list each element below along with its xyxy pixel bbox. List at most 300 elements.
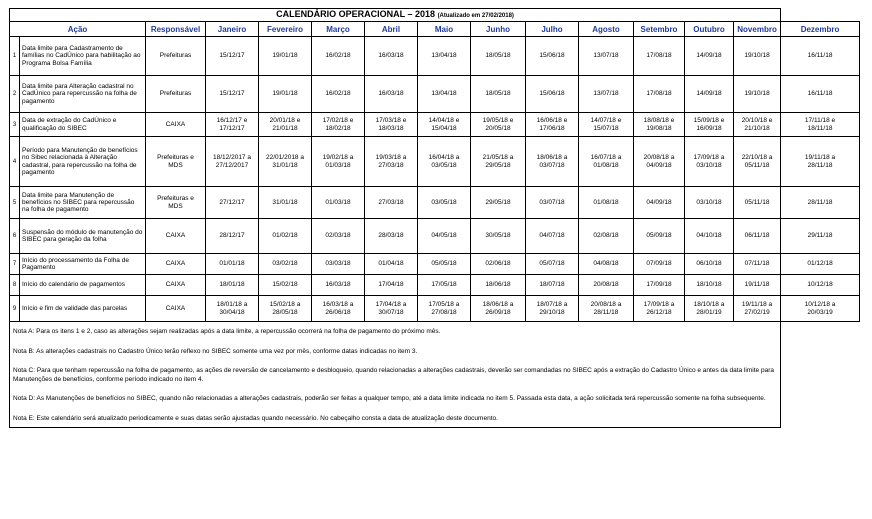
date-text: 03/07/18	[539, 161, 565, 169]
date-text: 19/01/18	[272, 52, 298, 59]
responsavel-cell	[146, 137, 206, 187]
date-cell	[634, 296, 685, 322]
note-text: Nota E: Este calendário será atualizado periodicamente e suas datas serão ajustadas quando necessário. No cabeçalho consta a data de atualização deste documento.	[13, 414, 498, 422]
date-cell	[685, 296, 734, 322]
date-cell	[365, 219, 418, 254]
date-cell	[259, 275, 312, 296]
date-text: 30/04/18	[219, 308, 245, 316]
row-number: 9	[10, 296, 20, 322]
date-cell	[634, 137, 685, 187]
acao-cell: Data limite para Cadastramento de famílias no CadÚnico para habilitação ao Programa Bolsa Família	[20, 37, 146, 76]
header-junho: Junho	[471, 22, 526, 37]
date-text: 14/04/18 e	[428, 116, 460, 124]
date-cell	[579, 187, 634, 219]
date-text: 14/07/18 e	[590, 116, 622, 124]
date-cell	[418, 137, 471, 187]
date-cell	[634, 76, 685, 113]
responsavel-cell	[146, 219, 206, 254]
date-cell	[312, 137, 365, 187]
date-cell	[734, 137, 781, 187]
date-cell	[206, 37, 259, 76]
date-text: 03/03/18	[325, 260, 351, 267]
date-cell	[685, 113, 734, 137]
date-cell	[579, 275, 634, 296]
date-text: 28/11/18	[807, 161, 833, 169]
date-cell	[206, 187, 259, 219]
header-marco: Março	[312, 22, 365, 37]
acao-cell: Período para Manutenção de benefícios no Sibec relacionada à Alteração cadastral, para repercussão na folha de pagamento	[20, 137, 146, 187]
date-text: 27/12/2017	[215, 161, 249, 169]
date-text: 17/05/18 a	[428, 300, 460, 308]
date-text: 01/01/18	[219, 260, 245, 267]
date-text: 20/08/18 a	[643, 153, 675, 161]
responsavel-text: CAIXA	[165, 120, 186, 128]
date-text: 05/07/18	[539, 260, 565, 267]
date-cell	[526, 219, 579, 254]
date-cell	[526, 296, 579, 322]
header-outubro: Outubro	[685, 22, 734, 37]
date-cell	[781, 296, 860, 322]
date-text: 17/06/18	[539, 124, 565, 132]
date-cell	[259, 37, 312, 76]
date-cell	[471, 254, 526, 275]
responsavel-text: MDS	[168, 161, 183, 169]
date-text: 18/05/18	[485, 90, 511, 97]
date-cell	[259, 76, 312, 113]
date-text: 27/08/18	[431, 308, 457, 316]
date-cell	[312, 219, 365, 254]
header-setembro: Setembro	[634, 22, 685, 37]
date-text: 16/09/18	[696, 124, 722, 132]
acao-cell: Início do processamento da Folha de Pagamento	[20, 254, 146, 275]
date-cell	[471, 187, 526, 219]
date-cell	[685, 275, 734, 296]
date-text: 15/07/18	[593, 124, 619, 132]
date-cell	[685, 76, 734, 113]
date-text: 29/10/18	[539, 308, 565, 316]
calendar-document	[9, 8, 860, 428]
date-text: 16/03/18 a	[322, 300, 354, 308]
date-text: 18/06/18	[485, 281, 511, 288]
date-text: 22/10/18 a	[741, 153, 773, 161]
date-text: 19/02/18 a	[322, 153, 354, 161]
date-cell	[685, 187, 734, 219]
date-text: 16/03/18	[378, 90, 404, 97]
notes-row	[10, 322, 860, 428]
date-cell	[685, 137, 734, 187]
date-text: 17/05/18	[431, 281, 457, 288]
date-cell	[579, 137, 634, 187]
responsavel-text: CAIXA	[165, 232, 186, 239]
date-cell	[312, 76, 365, 113]
date-text: 01/08/18	[593, 198, 619, 206]
date-text: 28/11/18	[807, 198, 833, 206]
date-cell	[365, 187, 418, 219]
responsavel-cell	[146, 76, 206, 113]
date-cell	[579, 37, 634, 76]
date-text: 28/12/17	[219, 232, 245, 239]
row-number: 6	[10, 219, 20, 254]
date-text: 04/07/18	[539, 232, 565, 239]
date-text: 19/08/18	[646, 124, 672, 132]
date-text: 27/03/18	[378, 161, 404, 169]
date-text: 03/02/18	[272, 260, 298, 267]
date-cell	[365, 275, 418, 296]
header-novembro: Novembro	[734, 22, 781, 37]
date-cell	[312, 296, 365, 322]
date-text: 30/07/18	[378, 308, 404, 316]
date-text: 26/09/18	[485, 308, 511, 316]
date-cell	[781, 219, 860, 254]
date-cell	[365, 254, 418, 275]
date-cell	[259, 296, 312, 322]
date-cell	[365, 37, 418, 76]
date-text: 27/02/19	[744, 308, 770, 316]
date-cell	[418, 296, 471, 322]
date-cell	[312, 254, 365, 275]
date-cell	[685, 37, 734, 76]
date-text: 07/11/18	[744, 260, 770, 267]
date-text: 18/06/18 a	[482, 300, 514, 308]
date-text: 17/09/18 a	[643, 300, 675, 308]
date-text: 19/10/18	[744, 90, 770, 97]
responsavel-text: Prefeituras	[159, 90, 192, 97]
date-cell	[734, 187, 781, 219]
date-text: 19/05/18 e	[482, 116, 514, 124]
date-cell	[526, 275, 579, 296]
date-cell	[634, 219, 685, 254]
date-cell	[579, 219, 634, 254]
date-text: 17/09/18	[646, 281, 672, 288]
responsavel-text: Prefeituras e	[157, 194, 194, 202]
date-cell	[579, 296, 634, 322]
date-cell	[734, 296, 781, 322]
date-text: 05/11/18	[744, 198, 770, 206]
date-text: 01/04/18	[378, 260, 404, 267]
date-text: 18/01/18 a	[216, 300, 248, 308]
date-text: 17/02/18 e	[322, 116, 354, 124]
date-text: 21/05/18 a	[482, 153, 514, 161]
date-text: 03/05/18	[431, 161, 457, 169]
date-cell	[471, 219, 526, 254]
date-text: 16/06/18 e	[536, 116, 568, 124]
date-cell	[526, 187, 579, 219]
date-cell	[634, 37, 685, 76]
date-text: 19/03/18 a	[375, 153, 407, 161]
responsavel-text: Prefeituras e	[157, 153, 194, 161]
note-text: Nota C: Para que tenham repercussão na folha de pagamento, as ações de reversão de cancelamento e desbloqueio, quando relacionadas a alterações cadastrais, deverão ser comandadas no SIBEC após a extração do Cadastro Único e antes da data limite para Manutenções de benefícios, conforme período indicado no item 4.	[13, 367, 774, 383]
date-text: 17/12/17	[219, 124, 245, 132]
date-text: 15/04/18	[431, 124, 457, 132]
date-cell	[526, 37, 579, 76]
table-row	[10, 254, 860, 275]
date-text: 27/12/17	[219, 198, 245, 206]
date-text: 15/02/18	[272, 281, 298, 288]
date-cell	[418, 275, 471, 296]
date-cell	[471, 37, 526, 76]
date-text: 18/03/18	[378, 124, 404, 132]
date-text: 02/06/18	[485, 260, 511, 267]
date-cell	[526, 76, 579, 113]
updated-date: (Atualizado em 27/02/2018)	[437, 13, 514, 19]
date-text: 06/11/18	[744, 232, 770, 239]
header-janeiro: Janeiro	[206, 22, 259, 37]
date-text: 18/10/18 a	[693, 300, 725, 308]
date-cell	[259, 187, 312, 219]
date-cell	[634, 254, 685, 275]
date-text: 17/08/18	[646, 90, 672, 97]
note-text: Nota A: Para os itens 1 e 2, caso as alterações sejam realizadas após a data limite, a repercussão ocorrerá na folha de pagamento do próximo mês.	[13, 328, 441, 335]
date-cell	[206, 275, 259, 296]
header-agosto: Agosto	[579, 22, 634, 37]
date-text: 06/10/18	[696, 260, 722, 267]
date-text: 01/03/18	[325, 198, 351, 206]
date-text: 15/12/17	[219, 90, 245, 97]
date-text: 18/06/18 a	[536, 153, 568, 161]
date-text: 13/07/18	[593, 90, 619, 97]
date-cell	[781, 254, 860, 275]
responsavel-text: Prefeituras	[159, 52, 192, 59]
date-text: 17/09/18 a	[693, 153, 725, 161]
date-cell	[781, 137, 860, 187]
date-text: 31/01/18	[272, 161, 298, 169]
date-cell	[418, 37, 471, 76]
date-text: 04/08/18	[593, 260, 619, 267]
date-text: 04/10/18	[696, 232, 722, 239]
date-cell	[206, 137, 259, 187]
table-row	[10, 296, 860, 322]
date-text: 19/11/18 a	[741, 300, 773, 308]
acao-cell: Data limite para Manutenção de benefícios no SIBEC para repercussão na folha de pagamento	[20, 187, 146, 219]
date-text: 28/01/19	[696, 308, 722, 316]
date-cell	[526, 137, 579, 187]
acao-cell: Data limite para Alteração cadastral no CadÚnico para repercussão na folha de pagamento	[20, 76, 146, 113]
title-cell	[10, 9, 781, 22]
date-text: 26/12/18	[646, 308, 672, 316]
header-dezembro: Dezembro	[781, 22, 860, 37]
header-abril: Abril	[365, 22, 418, 37]
date-cell	[206, 219, 259, 254]
date-text: 29/11/18	[807, 232, 833, 239]
responsavel-cell	[146, 113, 206, 137]
date-text: 01/03/18	[325, 161, 351, 169]
date-text: 16/12/17 e	[216, 116, 248, 124]
date-text: 17/04/18 a	[375, 300, 407, 308]
date-cell	[526, 113, 579, 137]
date-text: 05/09/18	[646, 232, 672, 239]
row-number: 4	[10, 137, 20, 187]
date-text: 05/05/18	[431, 260, 457, 267]
date-text: 19/11/18	[744, 281, 770, 288]
date-text: 26/06/18	[325, 308, 351, 316]
date-text: 04/05/18	[431, 232, 457, 239]
date-text: 18/07/18	[539, 281, 565, 288]
responsavel-cell	[146, 296, 206, 322]
document-title: CALENDÁRIO OPERACIONAL – 2018	[276, 9, 436, 19]
date-cell	[259, 137, 312, 187]
date-text: 21/10/18	[744, 124, 770, 132]
date-cell	[365, 113, 418, 137]
date-text: 19/11/18 a	[804, 153, 836, 161]
date-text: 21/01/18	[272, 124, 298, 132]
date-text: 03/07/18	[539, 198, 565, 206]
date-text: 05/11/18	[744, 161, 770, 169]
row-number: 1	[10, 37, 20, 76]
responsavel-cell	[146, 37, 206, 76]
date-cell	[259, 113, 312, 137]
date-cell	[734, 254, 781, 275]
date-text: 19/10/18	[744, 52, 770, 59]
date-text: 15/02/18 a	[269, 300, 301, 308]
date-text: 16/11/18	[807, 90, 833, 97]
table-row	[10, 187, 860, 219]
date-cell	[579, 76, 634, 113]
date-text: 18/07/18 a	[536, 300, 568, 308]
table-row	[10, 113, 860, 137]
date-text: 13/04/18	[431, 52, 457, 59]
responsavel-text: CAIXA	[165, 281, 186, 288]
date-text: 20/08/18	[593, 281, 619, 288]
note-text: Nota B: As alterações cadastrais no Cadastro Único terão reflexo no SIBEC somente uma vez por mês, conforme datas indicadas no item 3.	[13, 347, 418, 355]
date-text: 01/12/18	[807, 260, 833, 267]
calendar-table	[9, 8, 860, 428]
date-text: 07/09/18	[646, 260, 672, 267]
date-text: 20/08/18 a	[590, 300, 622, 308]
date-text: 28/03/18	[378, 232, 404, 239]
date-text: 14/09/18	[696, 52, 722, 59]
date-cell	[734, 219, 781, 254]
responsavel-text: MDS	[168, 202, 183, 210]
title-row	[10, 9, 860, 22]
date-text: 20/01/18 e	[269, 116, 301, 124]
date-text: 20/03/19	[807, 308, 833, 316]
date-text: 16/03/18	[378, 52, 404, 59]
date-cell	[685, 254, 734, 275]
date-text: 18/02/18	[325, 124, 351, 132]
date-text: 31/01/18	[272, 198, 298, 206]
date-text: 17/03/18 e	[375, 116, 407, 124]
header-acao: Ação	[10, 22, 146, 37]
date-text: 13/04/18	[431, 90, 457, 97]
date-text: 15/06/18	[539, 52, 565, 59]
acao-cell: Data de extração do CadÚnico e qualificação do SIBEC	[20, 113, 146, 137]
date-text: 15/06/18	[539, 90, 565, 97]
table-row	[10, 137, 860, 187]
row-number: 3	[10, 113, 20, 137]
responsavel-cell	[146, 187, 206, 219]
date-cell	[685, 219, 734, 254]
date-text: 10/12/18 a	[804, 300, 836, 308]
date-text: 14/09/18	[696, 90, 722, 97]
date-text: 02/08/18	[593, 232, 619, 239]
date-text: 28/05/18	[272, 308, 298, 316]
date-text: 18/05/18	[485, 52, 511, 59]
date-cell	[418, 219, 471, 254]
date-text: 18/10/18	[696, 281, 722, 288]
date-text: 18/11/18	[807, 124, 833, 132]
responsavel-cell	[146, 275, 206, 296]
date-text: 03/05/18	[431, 198, 457, 206]
date-cell	[579, 113, 634, 137]
date-text: 29/05/18	[485, 198, 511, 206]
date-text: 16/04/18 a	[428, 153, 460, 161]
date-text: 16/02/18	[325, 90, 351, 97]
date-cell	[365, 76, 418, 113]
table-row	[10, 37, 860, 76]
date-cell	[634, 275, 685, 296]
date-cell	[365, 296, 418, 322]
date-cell	[418, 113, 471, 137]
date-cell	[471, 113, 526, 137]
date-text: 18/01/18	[219, 281, 245, 288]
date-text: 13/07/18	[593, 52, 619, 59]
date-text: 18/12/2017 a	[213, 153, 251, 161]
note-text: Nota D: As Manutenções de benefícios no SIBEC, quando não relacionadas a alterações cadastrais, poderão ser feitas a qualquer tempo, até a data limite indicada no item 5. Passada esta data, a ação solicitada terá repercussão somente na folha subsequente.	[13, 395, 766, 402]
responsavel-text: CAIXA	[165, 304, 186, 312]
row-number: 8	[10, 275, 20, 296]
date-cell	[526, 254, 579, 275]
row-number: 5	[10, 187, 20, 219]
date-cell	[781, 76, 860, 113]
responsavel-text: CAIXA	[165, 260, 186, 267]
date-text: 16/03/18	[325, 281, 351, 288]
date-text: 19/01/18	[272, 90, 298, 97]
date-cell	[312, 187, 365, 219]
table-row	[10, 219, 860, 254]
header-julho: Julho	[526, 22, 579, 37]
date-text: 16/07/18 a	[590, 153, 622, 161]
date-cell	[634, 113, 685, 137]
table-row	[10, 76, 860, 113]
date-text: 29/05/18	[485, 161, 511, 169]
date-cell	[471, 76, 526, 113]
date-text: 28/11/18	[593, 308, 619, 316]
header-responsavel: Responsável	[146, 22, 206, 37]
date-cell	[781, 113, 860, 137]
date-text: 27/03/18	[378, 198, 404, 206]
date-cell	[734, 37, 781, 76]
date-text: 20/10/18 e	[741, 116, 773, 124]
date-cell	[259, 254, 312, 275]
header-maio: Maio	[418, 22, 471, 37]
date-text: 20/05/18	[485, 124, 511, 132]
date-cell	[206, 113, 259, 137]
date-cell	[259, 219, 312, 254]
date-text: 03/10/18	[696, 161, 722, 169]
date-text: 04/09/18	[646, 161, 672, 169]
date-cell	[206, 296, 259, 322]
date-cell	[781, 187, 860, 219]
notes-cell	[10, 322, 781, 428]
date-cell	[579, 254, 634, 275]
acao-cell: Início e fim de validade das parcelas	[20, 296, 146, 322]
acao-cell: Início do calendário de pagamentos	[20, 275, 146, 296]
responsavel-cell	[146, 254, 206, 275]
date-cell	[312, 113, 365, 137]
date-cell	[734, 113, 781, 137]
date-cell	[365, 137, 418, 187]
date-cell	[312, 37, 365, 76]
date-text: 22/01/2018 a	[266, 153, 304, 161]
date-text: 16/02/18	[325, 52, 351, 59]
acao-cell: Suspensão do módulo de manutenção do SIBEC para geração da folha	[20, 219, 146, 254]
date-text: 01/02/18	[272, 232, 298, 239]
date-cell	[418, 76, 471, 113]
date-cell	[781, 37, 860, 76]
table-row	[10, 275, 860, 296]
date-cell	[734, 76, 781, 113]
date-cell	[418, 187, 471, 219]
